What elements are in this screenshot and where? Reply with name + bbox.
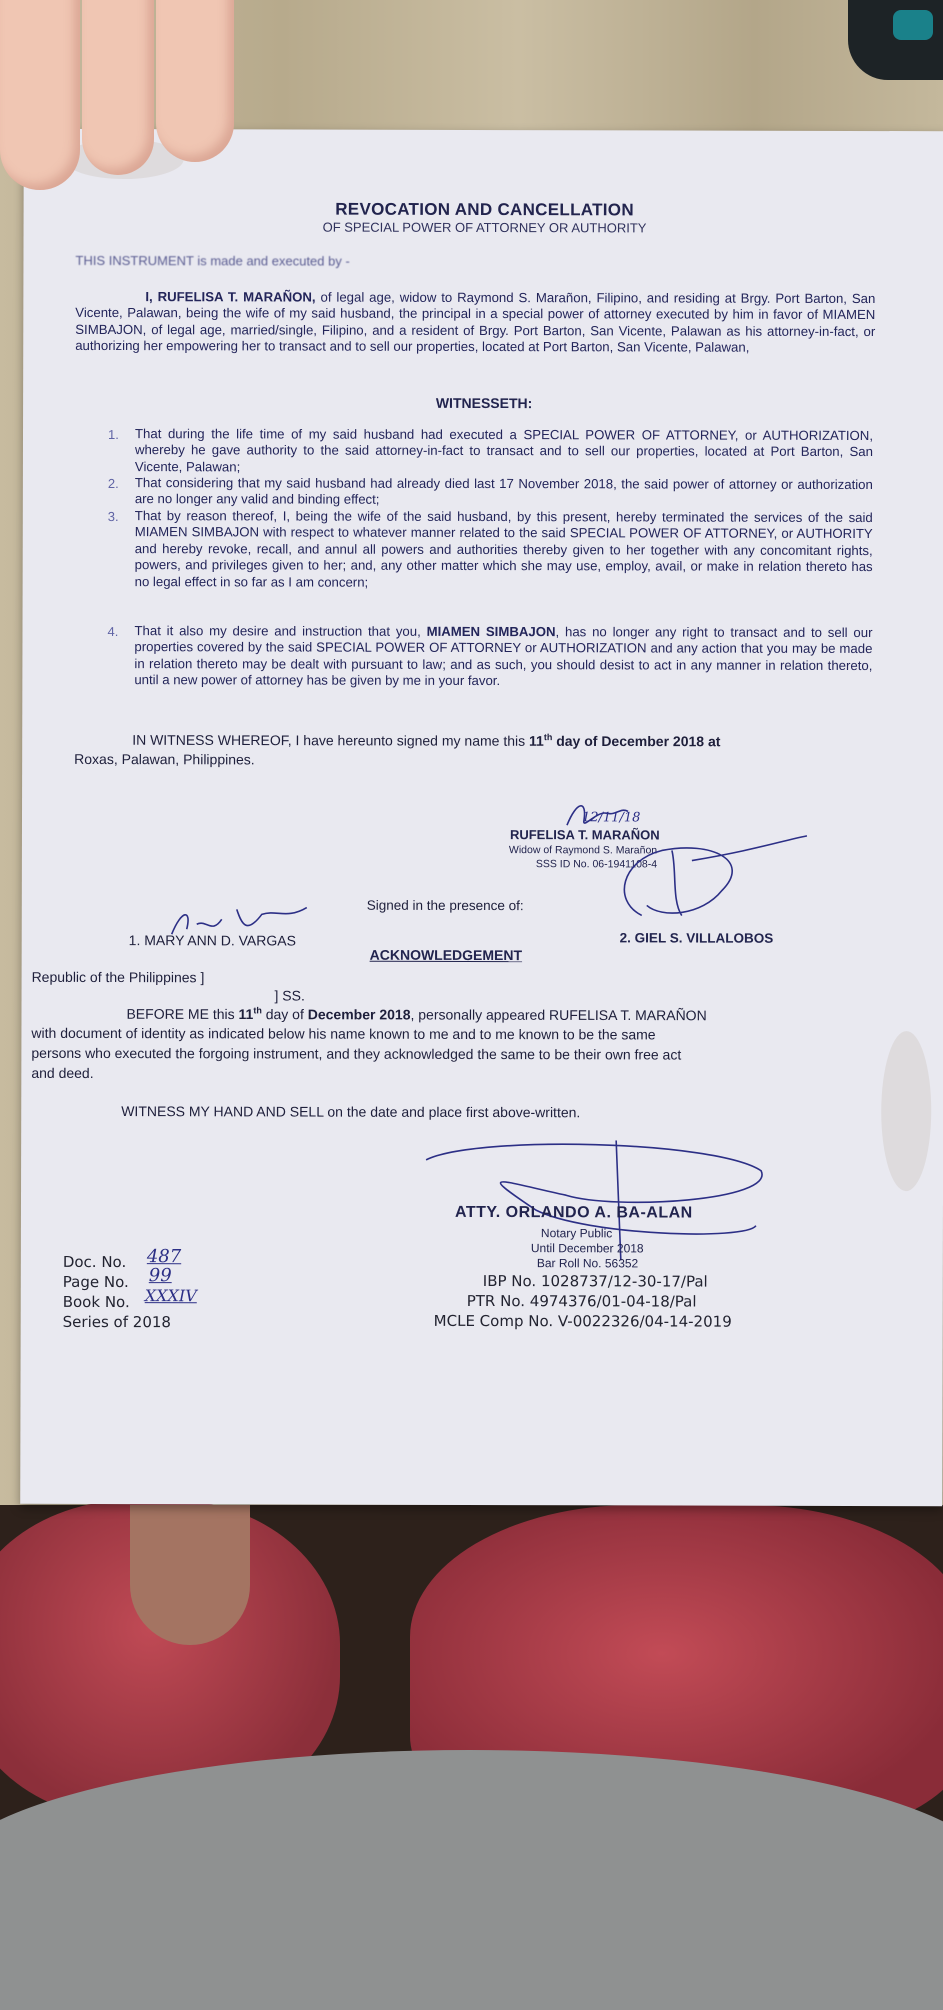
leg-skin <box>130 1505 250 1645</box>
item-paragraph: That during the life time of my said husband had executed a SPECIAL POWER OF ATTORNEY, or AUTHORIZATION, whereby he gave authority to the said attorney-in-fact to transact and to sell our properties, located at Port Barton, San Vicente, Palawan; <box>134 426 874 475</box>
gray-shirt <box>0 1750 943 2010</box>
page-no-label: Page No. <box>62 1272 129 1292</box>
acknowledgement-line1: BEFORE ME this 11th day of December 2018, personally appeared RUFELISA T. MARAÑON <box>126 1005 707 1024</box>
witness-place: Roxas, Palawan, Philippines. <box>74 750 255 768</box>
notary-mcle: MCLE Comp No. V-0022326/04-14-2019 <box>433 1311 732 1331</box>
page-no-value: 99 <box>148 1265 172 1287</box>
notary-roll: Bar Roll No. 56352 <box>536 1256 639 1271</box>
item-paragraph: That it also my desire and instruction that you, MIAMEN SIMBAJON, has no longer any right to transact and to sell our properties covered by the said SPECIAL POWER OF ATTORNEY or AUTHORIZATION and any action that you may be made in relation thereto may be dealt with pursuant to law; and as such, you should desist to act in any manner in relation thereto, until a new power of attorney has be given by me in your favor. <box>134 623 873 689</box>
signatory-sss: SSS ID No. 06-1941108-4 <box>535 858 658 871</box>
ss-line: ] SS. <box>274 987 305 1004</box>
acknowledgement-line3: persons who executed the forgoing instrument, and they acknowledged the same to be their own free act <box>31 1044 682 1063</box>
witness-clause: IN WITNESS WHEREOF, I have hereunto signed my name this 11th day of December 2018 at <box>132 731 721 750</box>
finger <box>0 0 80 190</box>
acknowledgement-line2: with document of identity as indicated below his name known to me and to me known to be the same <box>31 1024 656 1043</box>
notary-ptr: PTR No. 4974376/01-04-18/Pal <box>466 1291 697 1311</box>
intro-line: THIS INSTRUMENT is made and executed by - <box>75 252 350 269</box>
notary-ibp: IBP No. 1028737/12-30-17/Pal <box>482 1272 708 1291</box>
book-no-value: XXXIV <box>144 1286 197 1306</box>
notary-name: ATTY. ORLANDO A. BA-ALAN <box>454 1203 693 1222</box>
witness-hand-line: WITNESS MY HAND AND SELL on the date and place first above-written. <box>121 1103 581 1121</box>
finger <box>82 0 154 175</box>
document-subtitle: OF SPECIAL POWER OF ATTORNEY OR AUTHORITY <box>322 219 647 236</box>
witnesseth-heading: WITNESSETH: <box>435 394 533 412</box>
acknowledgement-heading: ACKNOWLEDGEMENT <box>369 946 523 964</box>
item-number: 1. <box>107 427 119 443</box>
item-number: 2. <box>107 476 119 492</box>
paper-stain <box>881 1031 931 1191</box>
doc-no-value: 487 <box>146 1246 182 1268</box>
holding-hand <box>0 0 240 195</box>
finger <box>156 0 234 162</box>
notary-until: Until December 2018 <box>530 1241 644 1256</box>
item-paragraph: That by reason thereof, I, being the wife of the said husband, by this present, hereby terminated the services of the said MIAMEN SIMBAJON with respect to whatever manner related to the said SPECIAL POWER OF ATTORNEY, or AUTHORITY and hereby revoke, recall, and annul all powers and authorities thereby given to her together with any concomitant rights, powers, and privileges given to her; and, any other matter which she may use, employ, avail, or make in relation thereto has no legal effect in so far as I am concern; <box>134 508 873 590</box>
series-line: Series of 2018 <box>62 1312 171 1332</box>
item-number: 4. <box>107 624 119 640</box>
witness1-name: 1. MARY ANN D. VARGAS <box>128 932 296 949</box>
book-no-label: Book No. <box>62 1292 130 1312</box>
doc-no-label: Doc. No. <box>62 1252 127 1272</box>
witness2-name: 2. GIEL S. VILLALOBOS <box>619 930 774 946</box>
phone-corner <box>848 0 943 80</box>
signatory-name: RUFELISA T. MARAÑON <box>509 827 660 843</box>
opening-paragraph: I, RUFELISA T. MARAÑON, of legal age, widow to Raymond S. Marañon, Filipino, and residing at Brgy. Port Barton, San Vicente, Palawan, being the wife of my said husband, the principal in a special power of attorney executed by him in favor of MIAMEN SIMBAJON, of legal age, married/single, Filipino, and a resident of Brgy. Port Barton, San Vicente, Palawan as his attorney-in-fact, or authorizing her empowering her to transact and to sell our properties, located at Port Barton, San Vicente, Palawan, <box>75 289 876 355</box>
witness-signature-large <box>602 820 812 921</box>
document-sheet <box>20 129 943 1506</box>
republic-line: Republic of the Philippines ] <box>31 968 205 986</box>
signatory-role: Widow of Raymond S. Marañon <box>508 844 658 857</box>
item-number: 3. <box>107 509 119 525</box>
handwritten-date: 12/11/18 <box>581 810 641 826</box>
acknowledgement-line4: and deed. <box>31 1064 94 1081</box>
notary-title: Notary Public <box>540 1226 613 1241</box>
document-title: REVOCATION AND CANCELLATION <box>335 199 634 220</box>
item-paragraph: That considering that my said husband had already died last 17 November 2018, the said power of attorney or authorization are no longer any valid and binding effect; <box>134 475 873 508</box>
presence-line: Signed in the presence of: <box>366 897 524 914</box>
